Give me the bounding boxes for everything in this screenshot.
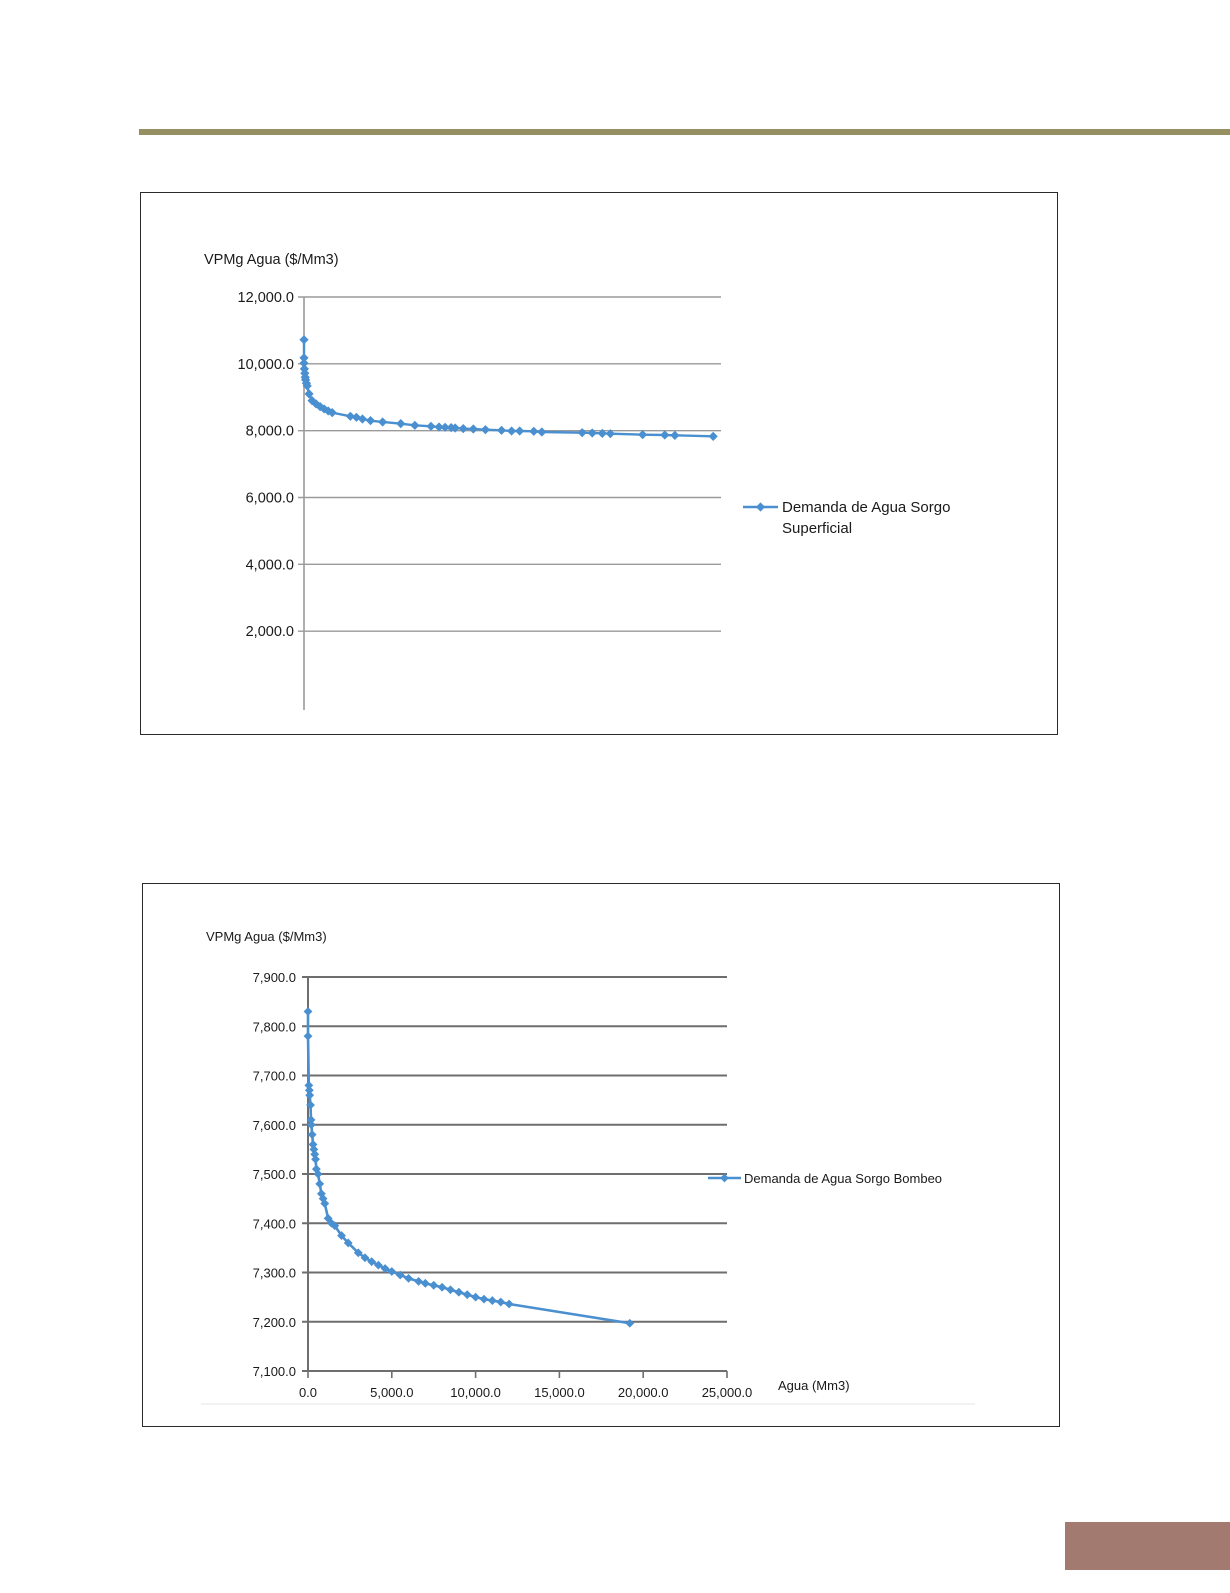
y-tick-label: 7,800.0 [252, 1019, 296, 1035]
data-point [396, 419, 405, 428]
chart-bombeo-svg [143, 884, 1061, 1428]
series-line [308, 1011, 630, 1323]
data-point [308, 1130, 317, 1139]
data-point [299, 335, 308, 344]
data-point [497, 426, 506, 435]
data-point [496, 1298, 505, 1307]
data-point [507, 426, 516, 435]
x-tick-label: 15,000.0 [534, 1385, 585, 1400]
data-point [366, 416, 375, 425]
data-point [414, 1277, 423, 1286]
y-tick-label: 7,100.0 [252, 1364, 296, 1379]
page-corner-block [1065, 1522, 1230, 1570]
data-point [469, 424, 478, 433]
data-point [446, 1285, 455, 1294]
y-tick-label: 6,000.0 [245, 490, 294, 507]
data-point [421, 1279, 430, 1288]
data-point [625, 1319, 634, 1328]
data-point [529, 427, 538, 436]
x-tick-label: 20,000.0 [617, 1385, 669, 1400]
data-point [588, 428, 597, 437]
data-point [537, 427, 546, 436]
y-axis-label: VPMg Agua ($/Mm3) [204, 252, 339, 268]
data-point [578, 428, 587, 437]
data-point [304, 1007, 313, 1016]
legend-label: Demanda de Agua Sorgo Bombeo [744, 1171, 943, 1186]
x-tick-label: 0.0 [298, 1385, 318, 1400]
data-point [410, 421, 419, 430]
data-point [709, 432, 718, 441]
data-point [304, 1032, 313, 1041]
y-tick-label: 8,000.0 [245, 423, 294, 440]
y-tick-label: 2,000.0 [245, 624, 294, 641]
data-point [488, 1296, 497, 1305]
data-point [438, 1283, 447, 1292]
data-point [471, 1293, 480, 1302]
y-tick-label: 7,600.0 [252, 1117, 296, 1133]
x-tick-label: 25,000.0 [701, 1385, 753, 1400]
series-line [304, 340, 713, 437]
y-tick-label: 7,500.0 [252, 1167, 296, 1182]
data-point [305, 1091, 314, 1100]
data-point [638, 430, 647, 439]
data-point [481, 425, 490, 434]
y-tick-label: 12,000.0 [237, 290, 294, 306]
data-point [454, 1288, 463, 1297]
data-point [505, 1300, 514, 1309]
y-tick-label: 7,700.0 [252, 1068, 296, 1084]
data-point [480, 1295, 489, 1304]
y-tick-label: 4,000.0 [245, 557, 294, 574]
y-tick-label: 10,000.0 [237, 356, 294, 373]
data-point [670, 431, 679, 440]
header-rule [139, 129, 1230, 135]
y-tick-label: 7,400.0 [252, 1216, 296, 1232]
legend-label-line: Superficial [782, 520, 853, 537]
y-axis-label: VPMg Agua ($/Mm3) [206, 929, 327, 944]
legend-label [782, 499, 950, 537]
x-tick-label: 5,000.0 [370, 1385, 414, 1400]
y-tick-label: 7,300.0 [252, 1265, 296, 1281]
x-tick-label: 10,000.0 [450, 1385, 501, 1400]
data-point [660, 430, 669, 439]
y-tick-label: 7,200.0 [252, 1314, 296, 1330]
legend-label-line: Demanda de Agua Sorgo [782, 499, 951, 516]
chart-bombeo [142, 883, 1060, 1427]
data-point [404, 1274, 413, 1283]
x-axis-label: Agua (Mm3) [778, 1378, 850, 1393]
data-point [426, 422, 435, 431]
data-point [429, 1281, 438, 1290]
chart-superficial-svg [141, 193, 1059, 736]
legend-marker [756, 502, 765, 511]
data-point [315, 1179, 324, 1188]
data-point [515, 426, 524, 435]
y-tick-label: 7,900.0 [252, 970, 296, 985]
data-point [463, 1290, 472, 1299]
data-point [459, 424, 468, 433]
data-point [378, 417, 387, 426]
chart-superficial [140, 192, 1058, 735]
